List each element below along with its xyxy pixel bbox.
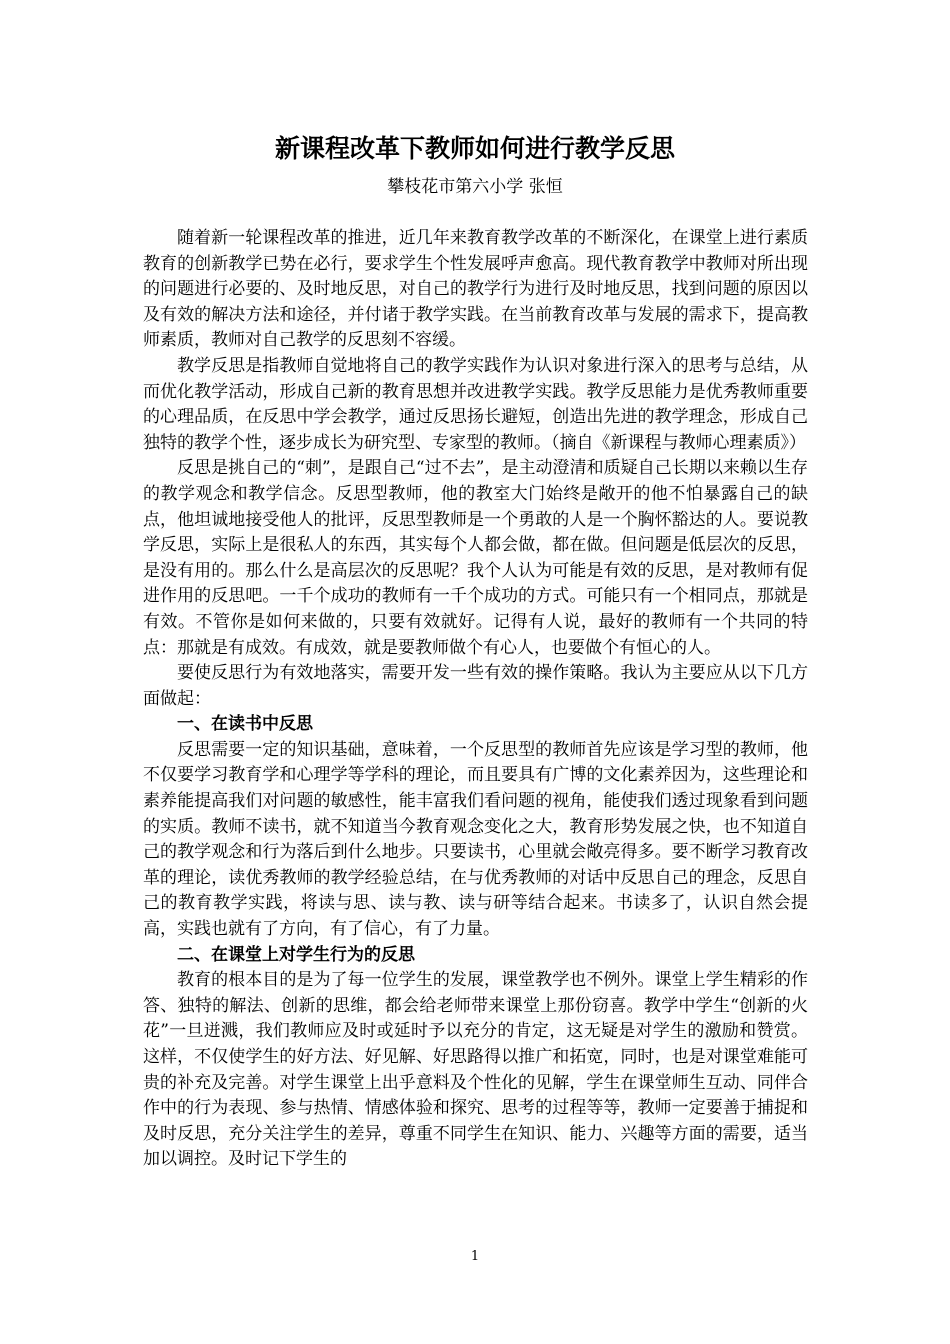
paragraph: 教学反思是指教师自觉地将自己的教学实践作为认识对象进行深入的思考与总结，从而优化教学活动，形成自己新的教育思想并改进教学实践。教学反思能力是优秀教师重要的心理品质，在反思中学会教学，通过反思扬长避短，创造出先进的教学理念，形成自己独特的教学个性，逐步成长为研究型、专家型的教师。（摘自《新课程与教师心理素质》） xyxy=(143,355,808,453)
paragraph: 反思需要一定的知识基础，意味着，一个反思型的教师首先应该是学习型的教师，他不仅要学习教育学和心理学等学科的理论，而且要具有广博的文化素养因为，这些理论和素养能提高我们对问题的敏感性，能丰富我们看问题的视角，能使我们透过现象看到问题的实质。教师不读书，就不知道当今教育观念变化之大，教育形势发展之快，也不知道自己的教学观念和行为落后到什么地步。只要读书，心里就会敞亮得多。要不断学习教育改革的理论，读优秀教师的教学经验总结，在与优秀教师的对话中反思自己的理念，反思自己的教育教学实践，将读与思、读与教、读与研等结合起来。书读多了，认识自然会提高，实践也就有了方向，有了信心，有了力量。 xyxy=(143,739,808,940)
document-title: 新课程改革下教师如何进行教学反思 xyxy=(274,134,675,163)
document-body xyxy=(143,226,808,1173)
paragraph: 教育的根本目的是为了每一位学生的发展，课堂教学也不例外。课堂上学生精彩的作答、独特的解法、创新的思维，都会给老师带来课堂上那份窃喜。教学中学生“创新的火花”一旦迸溅，我们教师应及时或延时予以充分的肯定，这无疑是对学生的激励和赞赏。这样，不仅使学生的好方法、好见解、好思路得以推广和拓宽，同时，也是对课堂难能可贵的补充及完善。对学生课堂上出乎意料及个性化的见解，学生在课堂师生互动、同伴合作中的行为表现、参与热情、情感体验和探究、思考的过程等等，教师一定要善于捕捉和及时反思，充分关注学生的差异，尊重不同学生在知识、能力、兴趣等方面的需要，适当加以调控。及时记下学生的 xyxy=(143,970,808,1170)
page-number: 1 xyxy=(470,1249,480,1264)
paragraph: 要使反思行为有效地落实，需要开发一些有效的操作策略。我认为主要应从以下几方面做起： xyxy=(143,663,808,709)
author-line: 攀枝花市第六小学 张恒 xyxy=(387,177,563,197)
section-heading: 二、在课堂上对学生行为的反思 xyxy=(177,944,415,965)
paragraph: 随着新一轮课程改革的推进，近几年来教育教学改革的不断深化，在课堂上进行素质教育的创新教学已势在必行，要求学生个性发展呼声愈高。现代教育教学中教师对所出现的问题进行必要的、及时地反思，对自己的教学行为进行及时地反思，找到问题的原因以及有效的解决方法和途径，并付诸于教学实践。在当前教育改革与发展的需求下，提高教师素质，教师对自己教学的反思刻不容缓。 xyxy=(143,228,808,351)
paragraph: 反思是挑自己的“刺”，是跟自己“过不去”，是主动澄清和质疑自己长期以来赖以生存的教学观念和教学信念。反思型教师，他的教室大门始终是敞开的他不怕暴露自己的缺点，他坦诚地接受他人的批评，反思型教师是一个勇敢的人是一个胸怀豁达的人。要说教学反思，实际上是很私人的东西，其实每个人都会做，都在做。但问题是低层次的反思，是没有用的。那么什么是高层次的反思呢？我个人认为可能是有效的反思，是对教师有促进作用的反思吧。一千个成功的教师有一千个成功的方式。可能只有一个相同点，那就是有效。不管你是如何来做的，只要有效就好。记得有人说，最好的教师有一个共同的特点：那就是有成效。有成效，就是要教师做个有心人，也要做个有恒心的人。 xyxy=(143,458,808,658)
section-heading: 一、在读书中反思 xyxy=(177,714,313,735)
